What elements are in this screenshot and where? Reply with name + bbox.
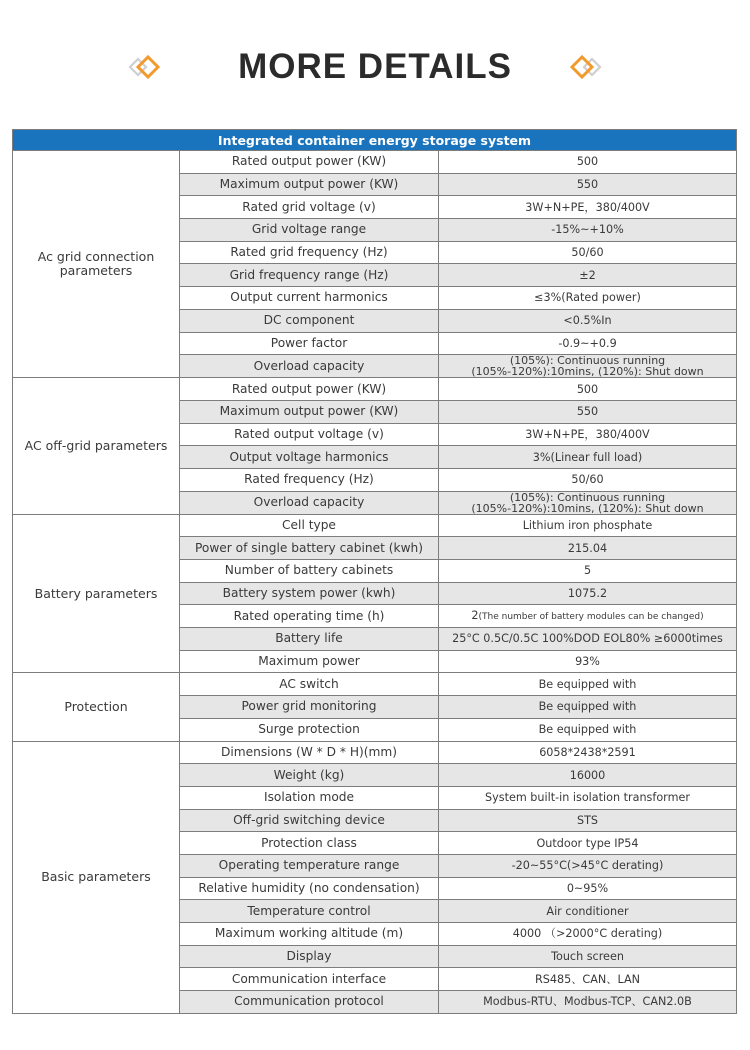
parameter-name: Temperature control (180, 900, 439, 923)
parameter-name: Number of battery cabinets (180, 560, 439, 583)
parameter-value: 4000 （>2000°C derating) (439, 923, 737, 946)
parameter-name: Rated grid voltage (v) (180, 196, 439, 219)
parameter-value: Be equipped with (439, 718, 737, 741)
parameter-value: Be equipped with (439, 696, 737, 719)
parameter-name: Overload capacity (180, 491, 439, 514)
parameter-name: Protection class (180, 832, 439, 855)
page-heading (0, 44, 750, 94)
parameter-value: 3W+N+PE，380/400V (439, 196, 737, 219)
section-label: AC off-grid parameters (13, 378, 180, 514)
parameter-value: Be equipped with (439, 673, 737, 696)
page-title: MORE DETAILS (238, 47, 512, 86)
table-row (13, 673, 737, 696)
parameter-value: 3W+N+PE，380/400V (439, 423, 737, 446)
parameter-value: 3%(Linear full load) (439, 446, 737, 469)
parameter-name: Off-grid switching device (180, 809, 439, 832)
parameter-name: Power factor (180, 332, 439, 355)
parameter-name: Relative humidity (no condensation) (180, 877, 439, 900)
parameter-value: ±2 (439, 264, 737, 287)
parameter-name: Power of single battery cabinet (kwh) (180, 537, 439, 560)
parameter-name: Communication interface (180, 968, 439, 991)
parameter-value: 6058*2438*2591 (439, 741, 737, 764)
parameter-name: Display (180, 945, 439, 968)
parameter-value: 500 (439, 378, 737, 401)
parameter-name: Communication protocol (180, 991, 439, 1014)
value-line: (105%-120%):10mins, (120%): Shut down (471, 365, 704, 378)
parameter-value (439, 355, 737, 378)
parameter-name: Rated output power (KW) (180, 378, 439, 401)
parameter-value: <0.5%In (439, 309, 737, 332)
parameter-name: Rated operating time (h) (180, 605, 439, 628)
parameter-value: 500 (439, 151, 737, 174)
parameter-value (439, 605, 737, 628)
parameter-name: Output current harmonics (180, 287, 439, 310)
value-line: (105%-120%):10mins, (120%): Shut down (471, 501, 704, 515)
parameter-value: Lithium iron phosphate (439, 514, 737, 537)
parameter-name: Maximum power (180, 650, 439, 673)
parameter-value: Touch screen (439, 945, 737, 968)
parameter-value: 5 (439, 560, 737, 583)
parameter-name: Battery life (180, 628, 439, 651)
parameter-value: 93% (439, 650, 737, 673)
parameter-name: DC component (180, 309, 439, 332)
parameter-name: Power grid monitoring (180, 696, 439, 719)
parameter-value: 215.04 (439, 537, 737, 560)
parameter-value: STS (439, 809, 737, 832)
parameter-value: 1075.2 (439, 582, 737, 605)
parameter-value: Air conditioner (439, 900, 737, 923)
parameter-name: Rated output power (KW) (180, 151, 439, 174)
parameter-name: Maximum output power (KW) (180, 400, 439, 423)
parameter-name: Maximum output power (KW) (180, 173, 439, 196)
section-label: Battery parameters (13, 514, 180, 673)
parameter-value: -15%~+10% (439, 219, 737, 242)
parameter-value: RS485、CAN、LAN (439, 968, 737, 991)
parameter-name: Rated grid frequency (Hz) (180, 241, 439, 264)
parameter-value: Modbus-RTU、Modbus-TCP、CAN2.0B (439, 991, 737, 1014)
section-label: Protection (13, 673, 180, 741)
table-row (13, 514, 737, 537)
parameter-value: -0.9~+0.9 (439, 332, 737, 355)
value-line: (105%): Continuous running (509, 354, 666, 368)
parameter-value: System built-in isolation transformer (439, 786, 737, 809)
table-title: Integrated container energy storage system (13, 130, 737, 151)
section-label: Basic parameters (13, 741, 180, 1013)
table-row (13, 378, 737, 401)
parameter-value: ≤3%(Rated power) (439, 287, 737, 310)
section-label: Ac grid connection parameters (13, 151, 180, 378)
parameter-value: 16000 (439, 764, 737, 787)
parameter-value: 550 (439, 400, 737, 423)
parameter-name: Weight (kg) (180, 764, 439, 787)
diamond-ornament-icon (568, 52, 602, 82)
parameter-name: Dimensions (W * D * H)(mm) (180, 741, 439, 764)
parameter-name: Overload capacity (180, 355, 439, 378)
parameter-value: 0~95% (439, 877, 737, 900)
parameter-name: Grid frequency range (Hz) (180, 264, 439, 287)
value-main: 2 (471, 608, 479, 622)
parameter-name: Grid voltage range (180, 219, 439, 242)
table-row (13, 151, 737, 174)
parameter-value: 50/60 (439, 241, 737, 264)
parameter-name: Rated frequency (Hz) (180, 468, 439, 491)
spec-table (12, 129, 737, 1014)
parameter-name: Battery system power (kwh) (180, 582, 439, 605)
table-row (13, 741, 737, 764)
parameter-name: Isolation mode (180, 786, 439, 809)
parameter-name: AC switch (180, 673, 439, 696)
value-note: (The number of battery modules can be changed) (478, 611, 704, 622)
parameter-name: Maximum working altitude (m) (180, 923, 439, 946)
parameter-value (439, 491, 737, 514)
parameter-value: 50/60 (439, 468, 737, 491)
parameter-value: 550 (439, 173, 737, 196)
parameter-name: Rated output voltage (v) (180, 423, 439, 446)
parameter-name: Output voltage harmonics (180, 446, 439, 469)
parameter-name: Surge protection (180, 718, 439, 741)
value-line: (105%): Continuous running (509, 491, 666, 504)
parameter-name: Operating temperature range (180, 854, 439, 877)
parameter-value: 25°C 0.5C/0.5C 100%DOD EOL80% ≥6000times (439, 628, 737, 651)
parameter-name: Cell type (180, 514, 439, 537)
parameter-value: Outdoor type IP54 (439, 832, 737, 855)
parameter-value: -20~55°C(>45°C derating) (439, 854, 737, 877)
